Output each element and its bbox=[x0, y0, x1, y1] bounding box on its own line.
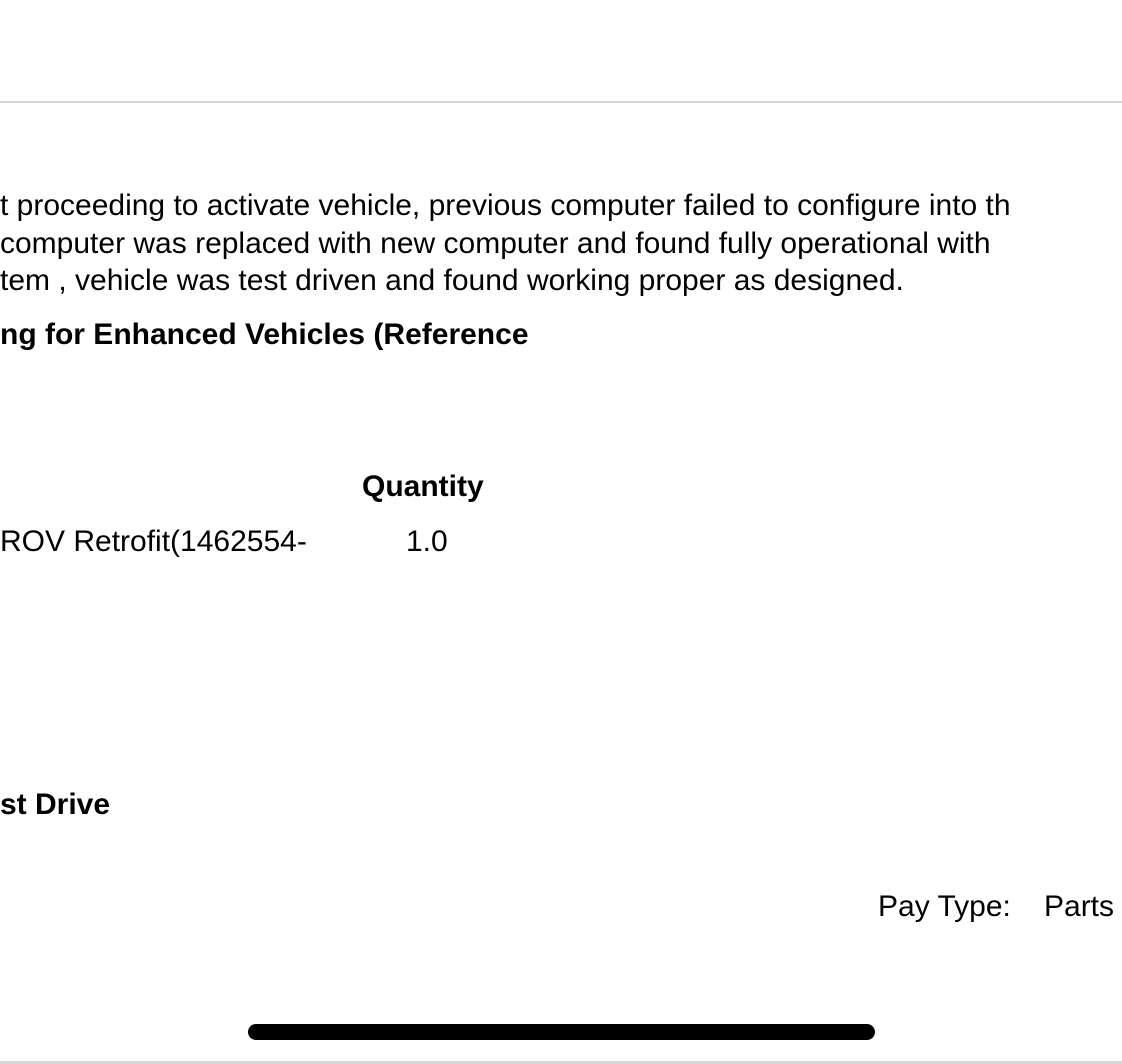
document-top-bar bbox=[0, 0, 1122, 101]
description-line-1: t proceeding to activate vehicle, previous computer failed to configure into th bbox=[0, 189, 1011, 222]
quantity-column-header: Quantity bbox=[362, 470, 484, 503]
pay-type-value: Parts bbox=[1044, 890, 1115, 923]
test-drive-heading: st Drive bbox=[0, 788, 111, 821]
description-line-2: computer was replaced with new computer and found fully operational with bbox=[0, 227, 991, 260]
home-indicator-bar[interactable] bbox=[248, 1024, 875, 1040]
section-heading: ng for Enhanced Vehicles (Reference bbox=[0, 318, 529, 351]
top-divider bbox=[0, 101, 1122, 103]
pay-type-label: Pay Type: bbox=[878, 890, 1011, 923]
part-quantity: 1.0 bbox=[406, 525, 448, 558]
description-line-3: tem , vehicle was test driven and found working proper as designed. bbox=[0, 264, 904, 297]
part-description: ROV Retrofit(1462554- bbox=[0, 525, 307, 558]
